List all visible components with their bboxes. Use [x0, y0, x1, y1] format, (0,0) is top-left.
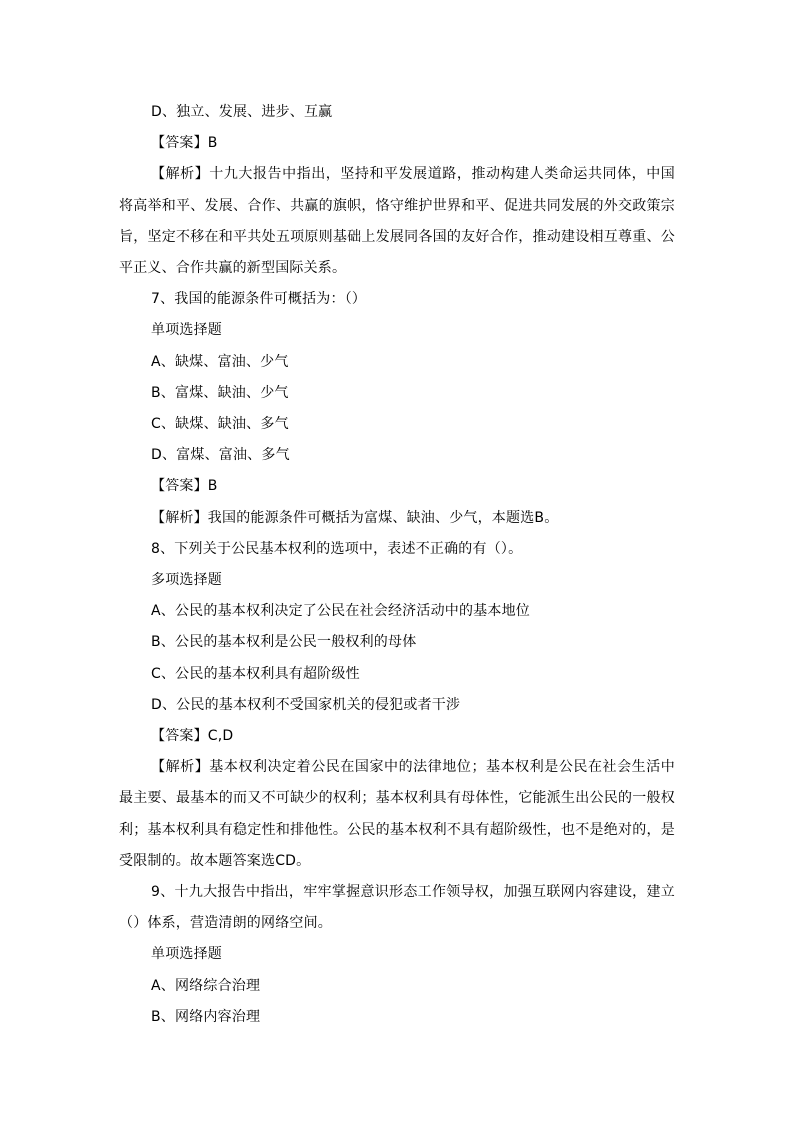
answer-8: 【答案】C,D: [151, 728, 234, 745]
option-7d: D、富煤、富油、多气: [151, 447, 290, 464]
option-7b: B、富煤、缺油、少气: [151, 384, 289, 401]
question-type-9: 单项选择题: [151, 946, 222, 963]
document-body: [119, 97, 675, 1033]
answer-7: 【答案】B: [151, 478, 218, 495]
question-type-8: 多项选择题: [151, 572, 222, 589]
option-8a: A、公民的基本权利决定了公民在社会经济活动中的基本地位: [151, 603, 530, 620]
question-9: 9、十九大报告中指出，牢牢掌握意识形态工作领导权，加强互联网内容建设，建立（）体系，营造清朗的网络空间。: [119, 884, 675, 932]
analysis-6: 【解析】十九大报告中指出，坚持和平发展道路，推动构建人类命运共同体，中国将高举和平、发展、合作、共赢的旗帜，恪守维护世界和平、促进共同发展的外交政策宗旨，坚定不移在和平共处五项原则基础上发展同各国的友好合作，推动建设相互尊重、公平正义、合作共赢的新型国际关系。: [119, 166, 675, 277]
option-7a: A、缺煤、富油、少气: [151, 353, 289, 370]
question-type-7: 单项选择题: [151, 322, 222, 339]
answer-6: 【答案】B: [151, 135, 218, 152]
option-9b: B、网络内容治理: [151, 1008, 261, 1025]
option-6d: D、独立、发展、进步、互赢: [151, 104, 333, 120]
question-8: 8、下列关于公民基本权利的选项中，表述不正确的有（）。: [151, 540, 523, 557]
option-8c: C、公民的基本权利具有超阶级性: [151, 665, 360, 682]
option-9a: A、网络综合治理: [151, 977, 261, 994]
analysis-8: 【解析】基本权利决定着公民在国家中的法律地位；基本权利是公民在社会生活中最主要、最基本的而又不可缺少的权利；基本权利具有母体性，它能派生出公民的一般权利；基本权利具有稳定性和排他性。公民的基本权利不具有超阶级性，也不是绝对的，是受限制的。故本题答案选CD。: [119, 759, 675, 869]
analysis-7: 【解析】我国的能源条件可概括为富煤、缺油、少气，本题选B。: [151, 509, 559, 526]
question-7: 7、我国的能源条件可概括为：（）: [151, 291, 367, 308]
option-7c: C、缺煤、缺油、多气: [151, 416, 289, 433]
option-8d: D、公民的基本权利不受国家机关的侵犯或者干涉: [151, 696, 461, 713]
option-8b: B、公民的基本权利是公民一般权利的母体: [151, 634, 417, 651]
